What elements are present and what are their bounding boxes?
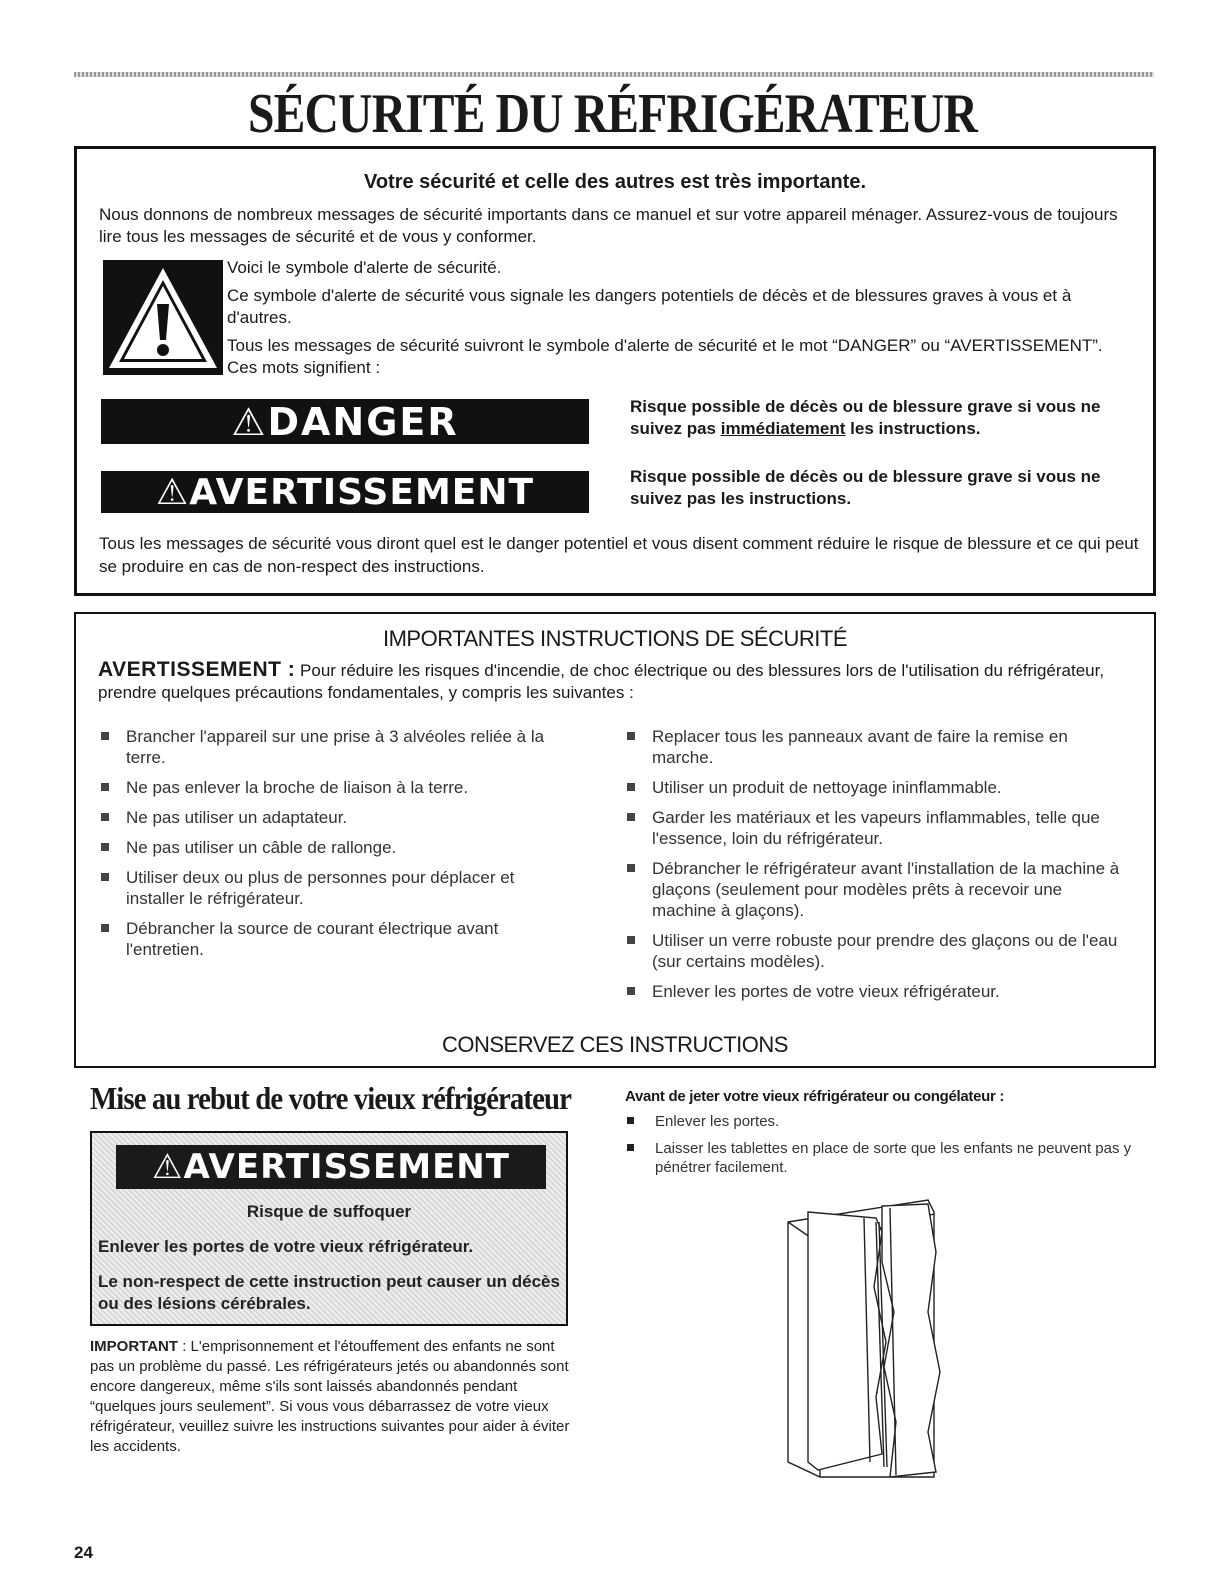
danger-desc-text-end: les instructions. bbox=[845, 419, 981, 438]
symbol-line: Tous les messages de sécurité suivront le symbole d'alerte de sécurité et le mot “DANGER” ou “AVERTISSEMENT”. Ces mots signifient : bbox=[227, 336, 1103, 377]
list-item: Ne pas utiliser un adaptateur. bbox=[98, 807, 568, 828]
warning-line: Le non-respect de cette instruction peut causer un décès ou des lésions cérébrales. bbox=[98, 1272, 560, 1313]
symbol-line: Ce symbole d'alerte de sécurité vous signale les dangers potentiels de décès et de blessures graves à vous et à d'autres. bbox=[227, 286, 1072, 327]
page-number: 24 bbox=[74, 1543, 93, 1562]
important-note bbox=[90, 1337, 580, 1457]
list-item: Enlever les portes de votre vieux réfrigérateur. bbox=[624, 981, 1124, 1002]
before-disposal-heading: Avant de jeter votre vieux réfrigérateur ou congélateur : bbox=[625, 1088, 1005, 1105]
before-disposal-list bbox=[625, 1112, 1135, 1185]
instructions-list-left bbox=[98, 726, 568, 969]
save-instructions-footer: CONSERVEZ CES INSTRUCTIONS bbox=[442, 1032, 788, 1057]
list-item: Ne pas utiliser un câble de rallonge. bbox=[98, 837, 568, 858]
list-item: Enlever les portes. bbox=[625, 1112, 1135, 1131]
instructions-list-right bbox=[624, 726, 1124, 1011]
list-item: Laisser les tablettes en place de sorte que les enfants ne peuvent pas y pénétrer facilement. bbox=[625, 1139, 1135, 1177]
safety-footer: Tous les messages de sécurité vous diront quel est le danger potentiel et vous disent comment réduire le risque de blessure et ce qui peut se produire en cas de non-respect des instructions. bbox=[99, 534, 1139, 576]
list-item: Utiliser deux ou plus de personnes pour déplacer et installer le réfrigérateur. bbox=[98, 867, 568, 909]
refrigerator-illustration-icon bbox=[778, 1192, 978, 1487]
warning-line: Risque de suffoquer bbox=[246, 1202, 412, 1221]
safety-heading: Votre sécurité et celle des autres est très importante. bbox=[363, 171, 867, 193]
safety-intro: Nous donnons de nombreux messages de sécurité importants dans ce manuel et sur votre appareil ménager. Assurez-vous de toujours lire tous les messages de sécurité et de vous y conformer. bbox=[99, 205, 1118, 246]
list-item: Ne pas enlever la broche de liaison à la terre. bbox=[98, 777, 568, 798]
danger-signal-word: ⚠DANGER bbox=[101, 399, 589, 444]
disposal-title: Mise au rebut de votre vieux réfrigérateur bbox=[90, 1080, 571, 1116]
list-item: Replacer tous les panneaux avant de faire la remise en marche. bbox=[624, 726, 1124, 768]
suffocation-warning-box bbox=[90, 1131, 568, 1326]
safety-alert-icon bbox=[103, 260, 223, 375]
important-text: : L'emprisonnement et l'étouffement des enfants ne sont pas un problème du passé. Les réfrigérateurs jetés ou abandonnés sont encore dangereux, même s'ils sont laissés abandonnés pendant “quelques jours seulement”. Si vous vous débarrassez de votre vieux réfrigérateur, veuillez suivre les instructions suivantes pour aider à éviter les accidents. bbox=[90, 1338, 570, 1455]
instructions-intro-text: Pour réduire les risques d'incendie, de choc électrique ou des blessures lors de l'utilisation du réfrigérateur, prendre quelques précautions fondamentales, y compris les suivantes : bbox=[98, 661, 1105, 702]
warning-line: Enlever les portes de votre vieux réfrigérateur. bbox=[98, 1237, 474, 1256]
warning-lead: AVERTISSEMENT : bbox=[98, 658, 296, 681]
list-item: Débrancher la source de courant électrique avant l'entretien. bbox=[98, 918, 568, 960]
list-item: Utiliser un produit de nettoyage ininflammable. bbox=[624, 777, 1124, 798]
warning-banner: ⚠AVERTISSEMENT bbox=[116, 1145, 546, 1189]
top-divider bbox=[74, 72, 1154, 77]
danger-description bbox=[630, 396, 1140, 440]
instructions-intro bbox=[98, 659, 1138, 704]
page-title: SÉCURITÉ DU RÉFRIGÉRATEUR bbox=[247, 83, 978, 145]
symbol-line: Voici le symbole d'alerte de sécurité. bbox=[227, 258, 502, 277]
instructions-heading: IMPORTANTES INSTRUCTIONS DE SÉCURITÉ bbox=[382, 626, 847, 651]
warning-signal-word: ⚠AVERTISSEMENT bbox=[101, 471, 589, 513]
danger-desc-text: Risque possible de décès ou de blessure grave si vous ne suivez pas bbox=[630, 397, 1101, 438]
important-lead: IMPORTANT bbox=[90, 1338, 179, 1355]
symbol-explanation bbox=[227, 257, 1127, 385]
safety-info-box bbox=[74, 146, 1156, 596]
warning-description: Risque possible de décès ou de blessure grave si vous ne suivez pas les instructions. bbox=[630, 467, 1101, 508]
list-item: Brancher l'appareil sur une prise à 3 alvéoles reliée à la terre. bbox=[98, 726, 568, 768]
danger-desc-emphasis: immédiatement bbox=[720, 419, 846, 438]
list-item: Débrancher le réfrigérateur avant l'installation de la machine à glaçons (seulement pour modèles prêts à recevoir une machine à glaçons). bbox=[624, 858, 1124, 921]
list-item: Garder les matériaux et les vapeurs inflammables, telle que l'essence, loin du réfrigérateur. bbox=[624, 807, 1124, 849]
list-item: Utiliser un verre robuste pour prendre des glaçons ou de l'eau (sur certains modèles). bbox=[624, 930, 1124, 972]
important-instructions-box bbox=[74, 612, 1156, 1068]
